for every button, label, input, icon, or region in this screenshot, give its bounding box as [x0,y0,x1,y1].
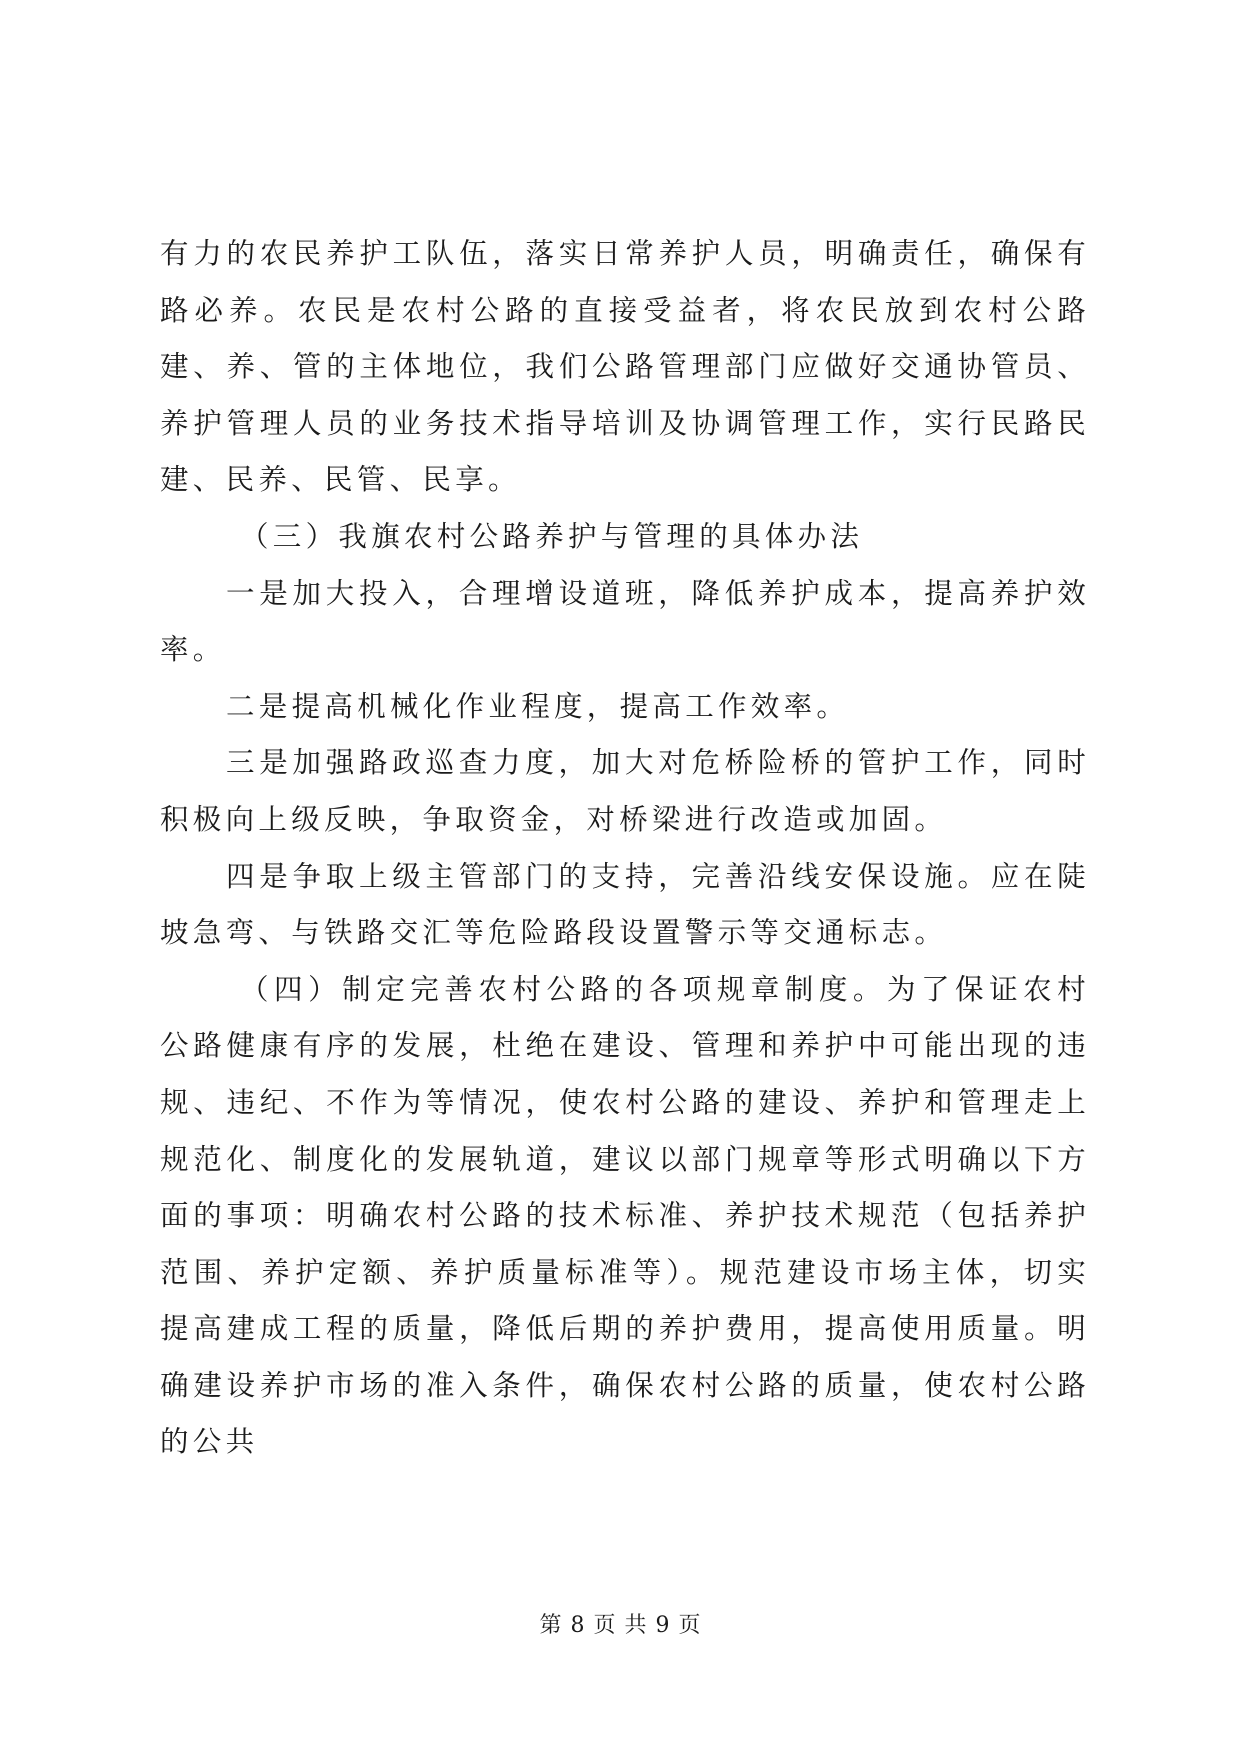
page-footer: 第 8 页 共 9 页 [539,1613,702,1638]
paragraph-item-three: 三是加强路政巡查力度，加大对危桥险桥的管护工作，同时积极向上级反映，争取资金，对桥梁进行改造或加固。 [160,746,1090,836]
paragraph-item-two: 二是提高机械化作业程度，提高工作效率。 [226,689,850,723]
section-heading-three: （三）我旗农村公路养护与管理的具体办法 [240,519,864,553]
document-body [160,226,1090,1471]
paragraph-item-four: 四是争取上级主管部门的支持，完善沿线安保设施。应在陡坡急弯、与铁路交汇等危险路段设置警示等交通标志。 [160,859,1090,950]
paragraph-item-one: 一是加大投入，合理增设道班，降低养护成本，提高养护效率。 [160,576,1090,667]
paragraph-section-four: （四）制定完善农村公路的各项规章制度。为了保证农村公路健康有序的发展，杜绝在建设、管理和养护中可能出现的违规、违纪、不作为等情况，使农村公路的建设、养护和管理走上规范化、制度化的发展轨道，建议以部门规章等形式明确以下方面的事项：明确农村公路的技术标准、养护技术规范（包括养护范围、养护定额、养护质量标准等）。规范建设市场主体，切实提高建成工程的质量，降低后期的养护费用，提高使用质量。明确建设养护市场的准入条件，确保农村公路的质量，使农村公路的公共 [160,972,1090,1459]
paragraph-continuation: 有力的农民养护工队伍，落实日常养护人员，明确责任，确保有路必养。农民是农村公路的直接受益者，将农民放到农村公路建、养、管的主体地位，我们公路管理部门应做好交通协管员、养护管理人员的业务技术指导培训及协调管理工作，实行民路民建、民养、民管、民享。 [160,237,1090,497]
